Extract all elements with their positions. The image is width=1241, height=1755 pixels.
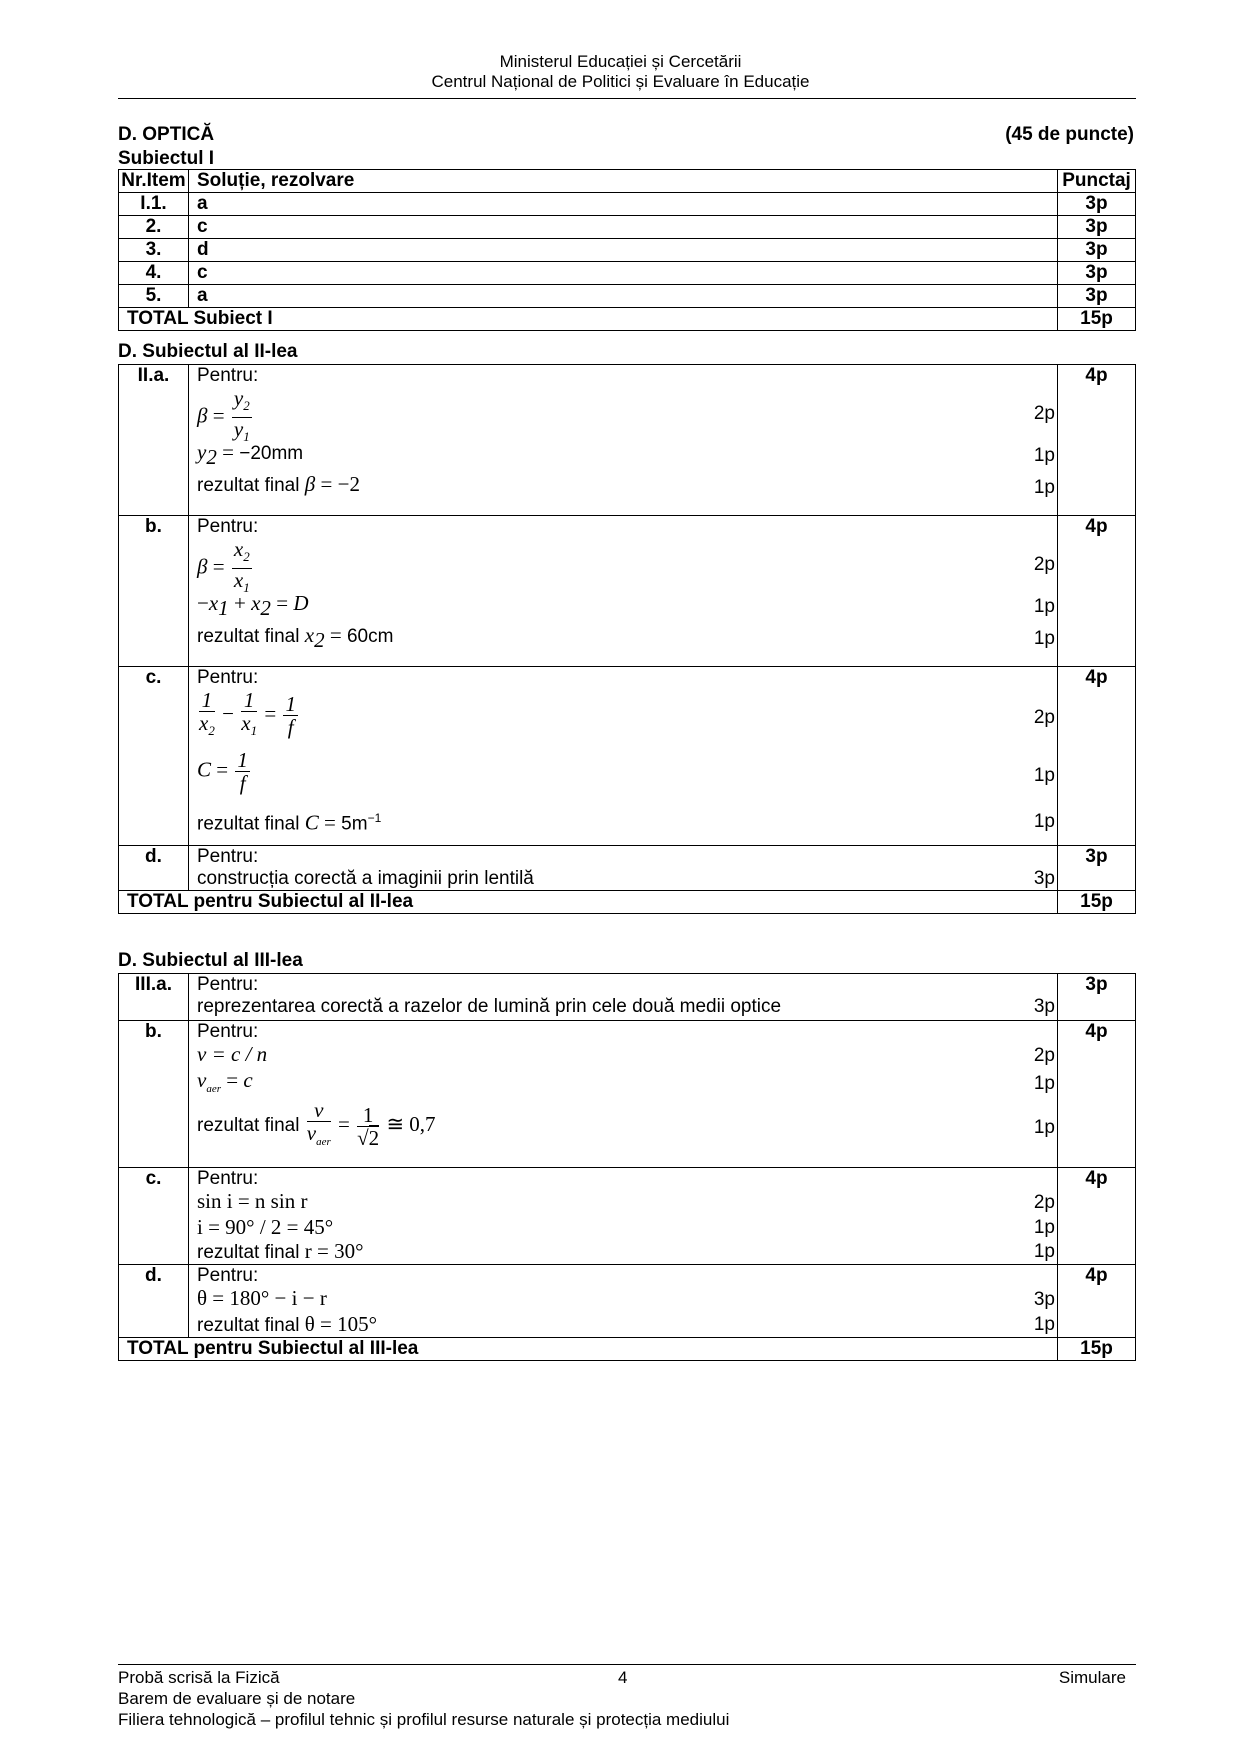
line-points: 1p — [1033, 1217, 1055, 1238]
formula: sin i = n sin r — [197, 1189, 308, 1213]
item-number: I.1. — [119, 193, 189, 216]
answer: c — [189, 262, 1058, 285]
final-label: rezultat final — [197, 626, 300, 647]
result: r = 30° — [304, 1239, 364, 1263]
sub: 1 — [218, 595, 229, 620]
total-points: 15p — [1058, 308, 1136, 331]
beta: β — [304, 472, 316, 496]
answer: a — [189, 193, 1058, 216]
var: x — [199, 711, 209, 735]
header-divider — [118, 98, 1136, 99]
num: 1 — [237, 748, 248, 772]
fraction: $\frac{1}{√2}$ — [357, 1102, 380, 1150]
final-line — [197, 623, 1055, 654]
line-points: 1p — [1033, 596, 1055, 617]
line-points: 1p — [1033, 445, 1055, 466]
line-points: 2p — [1033, 554, 1055, 575]
item-number: b. — [119, 516, 189, 667]
points: 3p — [1058, 193, 1136, 216]
criterion-text: reprezentarea corectă a razelor de lumină prin cele două medii optice — [197, 996, 782, 1017]
solution-cell — [189, 1168, 1058, 1265]
result: 60cm — [346, 626, 394, 647]
line-points: 3p — [1033, 1289, 1055, 1310]
var: v — [306, 1121, 317, 1145]
var: x — [233, 568, 244, 593]
item-number: c. — [119, 667, 189, 846]
solution-cell — [189, 365, 1058, 516]
col-item: Nr.Item — [119, 170, 189, 193]
pentru-label: Pentru: — [197, 1168, 259, 1189]
pentru-label: Pentru: — [197, 846, 259, 867]
answer: d — [189, 239, 1058, 262]
table-row — [119, 239, 1136, 262]
final-label: rezultat final — [197, 1115, 300, 1137]
page-number: 4 — [618, 1668, 628, 1687]
formula-line — [197, 440, 1055, 473]
section-name: D. OPTICĂ — [118, 124, 215, 145]
sub: 2 — [243, 549, 250, 565]
points: 3p — [1058, 216, 1136, 239]
result: −2 — [337, 472, 360, 496]
eq: = — [212, 554, 225, 579]
sub: 2 — [206, 444, 217, 469]
fraction — [283, 693, 298, 738]
formula-line — [197, 688, 1055, 749]
total-label: TOTAL Subiect I — [119, 308, 1058, 331]
var: y — [233, 386, 244, 410]
sub: 2 — [314, 627, 325, 652]
formula-line — [197, 1068, 1055, 1099]
final-line — [197, 807, 1055, 837]
pentru-label: Pentru: — [197, 365, 259, 386]
item-number: 5. — [119, 285, 189, 308]
line-points: 2p — [1033, 403, 1055, 424]
table-row — [119, 1021, 1136, 1168]
var: x — [304, 623, 315, 647]
fraction — [241, 689, 257, 742]
sub: aer — [316, 1136, 331, 1149]
formula: v = c / n — [197, 1042, 268, 1066]
eq: = — [320, 472, 333, 496]
var: C — [304, 810, 319, 835]
eq: = — [329, 623, 342, 647]
answer: c — [189, 216, 1058, 239]
beta: β — [197, 403, 208, 428]
op: − — [197, 591, 209, 615]
var: x — [251, 591, 261, 615]
var: y — [197, 440, 207, 464]
result: θ = 105° — [304, 1312, 378, 1336]
result: 5m — [341, 813, 368, 835]
sub: 1 — [243, 429, 250, 445]
col-points: Punctaj — [1058, 170, 1136, 193]
s1-title: Subiectul I — [118, 148, 215, 169]
line-points: 2p — [1033, 1192, 1055, 1213]
table-row — [119, 1265, 1136, 1338]
final-label: rezultat final — [197, 475, 300, 496]
num: 1 — [199, 689, 215, 712]
table-header-row — [119, 170, 1136, 193]
solution-cell — [189, 516, 1058, 667]
sub: 2 — [208, 723, 215, 739]
var: x — [208, 591, 219, 615]
formula: θ = 180° − i − r — [197, 1286, 327, 1310]
solution-cell — [189, 1265, 1058, 1338]
num: v — [307, 1099, 331, 1122]
eq: = — [226, 1068, 239, 1092]
eq: = — [264, 701, 277, 726]
pentru-label: Pentru: — [197, 974, 259, 995]
header-ministry: Ministerul Educației și Cercetării — [499, 52, 742, 71]
var: y — [233, 417, 244, 442]
item-number: III.a. — [119, 974, 189, 1021]
formula-line — [197, 1215, 1055, 1240]
final-line — [197, 472, 1055, 503]
formula-line — [197, 537, 1055, 596]
sub: 1 — [243, 580, 250, 596]
pentru-label: Pentru: — [197, 1265, 259, 1286]
points: 3p — [1058, 285, 1136, 308]
item-number: c. — [119, 1168, 189, 1265]
table-row — [119, 285, 1136, 308]
table-row — [119, 846, 1136, 891]
line-points: 1p — [1033, 1241, 1055, 1262]
sub: 2 — [260, 595, 271, 620]
item-number: b. — [119, 1021, 189, 1168]
table-row — [119, 365, 1136, 516]
var: f — [287, 715, 294, 740]
item-number: 2. — [119, 216, 189, 239]
table-row — [119, 667, 1136, 846]
section-title — [118, 124, 1134, 146]
var: v — [197, 1068, 207, 1092]
table-row — [119, 216, 1136, 239]
footer-barem: Barem de evaluare și de notare — [118, 1689, 356, 1708]
text-line — [197, 868, 1055, 890]
line-points: 2p — [1033, 707, 1055, 728]
table-row — [119, 516, 1136, 667]
total-label: TOTAL pentru Subiectul al II-lea — [119, 891, 1058, 914]
total-points: 15p — [1058, 1338, 1136, 1361]
beta: β — [197, 554, 208, 579]
final-line — [197, 1098, 1055, 1161]
header-center: Centrul Național de Politici și Evaluare în Educație — [431, 72, 810, 91]
sub: aer — [206, 1082, 221, 1095]
points: 3p — [1058, 239, 1136, 262]
num: 1 — [241, 689, 257, 712]
answer: a — [189, 285, 1058, 308]
points: 4p — [1058, 1265, 1136, 1338]
solution-cell — [189, 974, 1058, 1021]
line-points: 1p — [1033, 1314, 1055, 1335]
var: f — [239, 771, 246, 795]
line-points: 3p — [1033, 868, 1055, 889]
text-line — [197, 996, 1055, 1018]
criterion-text: construcția corectă a imaginii prin lentilă — [197, 868, 534, 889]
eq: = — [338, 1112, 350, 1137]
exponent: −1 — [367, 811, 382, 825]
section-points: (45 de puncte) — [1005, 124, 1134, 145]
s3-title: D. Subiectul al III-lea — [118, 950, 303, 971]
line-points: 1p — [1033, 477, 1055, 498]
num: 1 — [357, 1104, 379, 1127]
points: 4p — [1058, 365, 1136, 516]
line-points: 2p — [1033, 1045, 1055, 1066]
eq: = — [276, 591, 289, 615]
solution-cell — [189, 667, 1058, 846]
num: 1 — [285, 692, 296, 717]
var: c — [243, 1068, 253, 1092]
col-solution: Soluție, rezolvare — [189, 170, 1058, 193]
item-number: 3. — [119, 239, 189, 262]
value: −20mm — [239, 443, 304, 464]
formula-line — [197, 591, 1055, 624]
solution-cell — [189, 846, 1058, 891]
eq: = — [216, 757, 229, 782]
var: x — [233, 537, 244, 561]
fraction — [235, 749, 250, 794]
eq: = — [212, 403, 225, 428]
formula-line — [197, 386, 1055, 445]
item-number: d. — [119, 1265, 189, 1338]
formula: i = 90° / 2 = 45° — [197, 1215, 334, 1239]
item-number: II.a. — [119, 365, 189, 516]
var: C — [197, 757, 212, 782]
total-row — [119, 308, 1136, 331]
s1-table — [118, 169, 1136, 331]
footer-type: Simulare — [1058, 1668, 1126, 1687]
footer-exam: Probă scrisă la Fizică — [118, 1668, 280, 1687]
result: ≅ 0,7 — [386, 1112, 436, 1137]
total-row — [119, 891, 1136, 914]
total-label: TOTAL pentru Subiectul al III-lea — [119, 1338, 1058, 1361]
page-header — [0, 52, 1241, 92]
final-label: rezultat final — [197, 1242, 300, 1263]
table-row — [119, 262, 1136, 285]
var: D — [293, 591, 309, 615]
sub: 1 — [250, 723, 258, 739]
table-row — [119, 974, 1136, 1021]
page-footer — [118, 1664, 1136, 1730]
final-label: rezultat final — [197, 1315, 300, 1336]
op: − — [222, 701, 234, 726]
points: 4p — [1058, 1021, 1136, 1168]
footer-profile: Filiera tehnologică – profilul tehnic și profilul resurse naturale și protecția mediului — [118, 1710, 730, 1729]
total-row — [119, 1338, 1136, 1361]
final-label: rezultat final — [197, 813, 300, 835]
total-points: 15p — [1058, 891, 1136, 914]
final-line — [197, 1239, 1055, 1264]
pentru-label: Pentru: — [197, 1021, 259, 1042]
eq: = — [222, 440, 234, 464]
line-points: 1p — [1033, 1117, 1055, 1138]
line-points: 1p — [1033, 628, 1055, 649]
op: + — [233, 591, 246, 615]
points: 4p — [1058, 516, 1136, 667]
points: 4p — [1058, 1168, 1136, 1265]
line-points: 3p — [1033, 996, 1055, 1017]
line-points: 1p — [1033, 765, 1055, 786]
final-line — [197, 1312, 1055, 1337]
formula-line — [197, 748, 1055, 807]
points: 4p — [1058, 667, 1136, 846]
item-number: 4. — [119, 262, 189, 285]
s2-title: D. Subiectul al II-lea — [118, 341, 298, 362]
line-points: 1p — [1033, 1073, 1055, 1094]
fraction — [307, 1099, 331, 1153]
sub: 2 — [243, 398, 250, 414]
s3-table — [118, 973, 1136, 1361]
formula-line — [197, 1042, 1055, 1069]
eq: = — [324, 810, 336, 835]
pentru-label: Pentru: — [197, 516, 259, 537]
fraction — [199, 689, 215, 742]
fraction — [232, 387, 252, 448]
points: 3p — [1058, 262, 1136, 285]
formula-line — [197, 1286, 1055, 1313]
item-number: d. — [119, 846, 189, 891]
radicand: 2 — [368, 1125, 380, 1150]
var: x — [241, 711, 251, 735]
points: 3p — [1058, 974, 1136, 1021]
formula-line — [197, 1189, 1055, 1216]
line-points: 1p — [1033, 811, 1055, 832]
solution-cell — [189, 1021, 1058, 1168]
s2-table — [118, 364, 1136, 914]
table-row — [119, 193, 1136, 216]
table-row — [119, 1168, 1136, 1265]
pentru-label: Pentru: — [197, 667, 259, 688]
points: 3p — [1058, 846, 1136, 891]
